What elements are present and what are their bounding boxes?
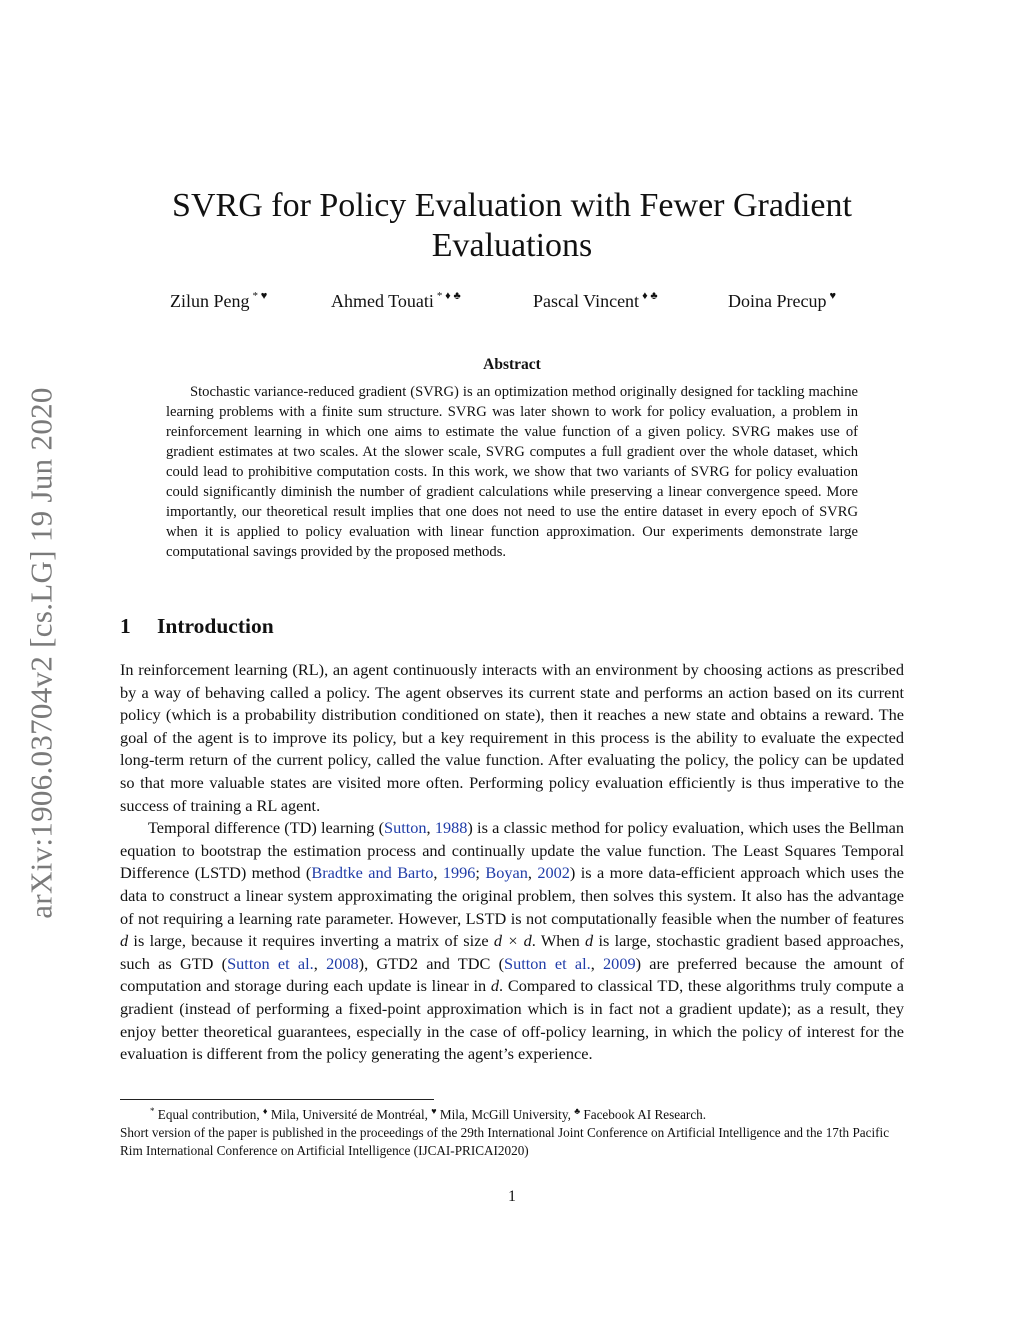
paper-title: SVRG for Policy Evaluation with Fewer Gradient Evaluations xyxy=(172,187,852,264)
author-affiliation-marks: * ♦ ♣ xyxy=(436,290,461,302)
footnote-mark: ♥ xyxy=(431,1106,437,1116)
citation-link[interactable]: Boyan xyxy=(485,863,528,883)
author-list xyxy=(120,290,904,320)
citation-link[interactable]: 2008 xyxy=(326,953,359,973)
arxiv-identifier-text: arXiv:1906.03704v2 [cs.LG] 19 Jun 2020 xyxy=(24,386,60,919)
footnote-mark: ♣ xyxy=(574,1106,581,1116)
abstract-text: Stochastic variance-reduced gradient (SVRG) is an optimization method originally designed for tackling machine learning problems with a finite sum structure. SVRG was later shown to work for policy evaluation, a problem in reinforcement learning in which one aims to estimate the value function of a given policy. SVRG makes use of gradient estimates at two scales. At the slower scale, SVRG computes a full gradient over the whole dataset, which could lead to prohibitive computation costs. In this work, we show that two variants of SVRG for policy evaluation could significantly diminish the number of gradient calculations while preserving a linear convergence speed. More importantly, our theoretical result implies that one does not need to use the entire dataset in every epoch of SVRG when it is applied to policy evaluation with linear function approximation. Our experiments demonstrate large computational savings provided by the proposed methods. xyxy=(166,384,858,560)
author-2 xyxy=(331,290,461,312)
publication-note: Short version of the paper is published in the proceedings of the 29th International Joint Conference on Artificial Intelligence and the 17th Pacific Rim International Conference on Artificial Intelligence (IJCAI-PRICAI2020) xyxy=(120,1125,890,1158)
intro-paragraph-1: In reinforcement learning (RL), an agent continuously interacts with an environment by choosing actions as prescribed by a way of behaving called a policy. The agent observes its current state and performs an action based on its current policy (which is a probability distribution conditioned on state), then it reaches a new state and obtains a reward. The goal of the agent is to improve its policy, but a key requirement in this process is the ability to evaluate the expected long-term return of the current policy, called the value function. After evaluating the policy, the policy can be updated so that more valuable states are visited more often. Performing policy evaluation efficiently is thus imperative to the success of training a RL agent. xyxy=(120,660,904,815)
citation-link[interactable]: Sutton xyxy=(384,818,427,838)
citation-link[interactable]: 1988 xyxy=(434,818,468,838)
intro-paragraph-2: Temporal difference (TD) learning (Sutton, 1988) is a classic method for policy evaluation, which uses the Bellman equation to bootstrap the estimation process and continually update the value function. The Least Squares Temporal Difference (LSTD) method (Bradtke and Barto, 1996; Boyan, 2002) is a more data-efficient approach which uses the data to construct a linear system approximating the original problem, then solves this system. It also has the advantage of not requiring a learning rate parameter. However, LSTD is not computationally feasible when the number of features d is large, because it requires inverting a matrix of size d × d. When d is large, stochastic gradient based approaches, such as GTD (Sutton et al., 2008), GTD2 and TDC (Sutton et al., 2009) are preferred because the amount of computation and storage during each update is linear in d. Compared to classical TD, these algorithms truly compute a gradient (instead of performing a fixed-point approximation which is in fact not a gradient update); as a result, they enjoy better theoretical guarantees, especially in the case of off-policy learning, in which the policy of interest for the evaluation is different from the policy generating the agent’s experience. xyxy=(120,818,905,1064)
citation-link[interactable]: Sutton et al. xyxy=(504,953,591,973)
author-3 xyxy=(533,290,658,312)
math-symbol: d xyxy=(490,976,500,996)
citation-link[interactable]: 2009 xyxy=(603,953,636,973)
author-1 xyxy=(170,290,267,312)
author-4 xyxy=(728,290,836,312)
footnote-divider xyxy=(120,1099,434,1100)
footnote-mark: ♦ xyxy=(262,1106,268,1116)
footnote-mark: * xyxy=(150,1106,155,1116)
author-affiliation-marks: * ♥ xyxy=(252,290,268,302)
citation-link[interactable]: 2002 xyxy=(537,863,570,883)
math-symbol: d xyxy=(120,931,129,951)
footnotes xyxy=(120,1102,904,1160)
author-name: Ahmed Touati xyxy=(331,291,434,311)
author-affiliation-marks: ♥ xyxy=(829,290,837,302)
section-number: 1 xyxy=(120,614,131,638)
math-symbol: d xyxy=(585,931,594,951)
affiliation-footnote: * Equal contribution, ♦ Mila, Université de Montréal, ♥ Mila, McGill University, ♣ Facebook AI Research. xyxy=(150,1106,707,1122)
abstract-heading: Abstract xyxy=(483,356,541,373)
citation-link[interactable]: 1996 xyxy=(442,863,476,883)
author-name: Doina Precup xyxy=(728,291,827,311)
page-number: 1 xyxy=(508,1188,516,1205)
citation-link[interactable]: Bradtke and Barto xyxy=(311,863,434,883)
math-expression: d × d xyxy=(493,931,532,951)
citation-link[interactable]: Sutton et al. xyxy=(227,953,314,973)
section-heading-introduction xyxy=(120,614,274,639)
author-name: Pascal Vincent xyxy=(533,291,640,311)
introduction-body xyxy=(120,659,904,1066)
section-title: Introduction xyxy=(157,614,274,638)
author-name: Zilun Peng xyxy=(170,291,250,311)
arxiv-identifier-stamp xyxy=(22,360,62,945)
author-affiliation-marks: ♦ ♣ xyxy=(642,290,658,302)
